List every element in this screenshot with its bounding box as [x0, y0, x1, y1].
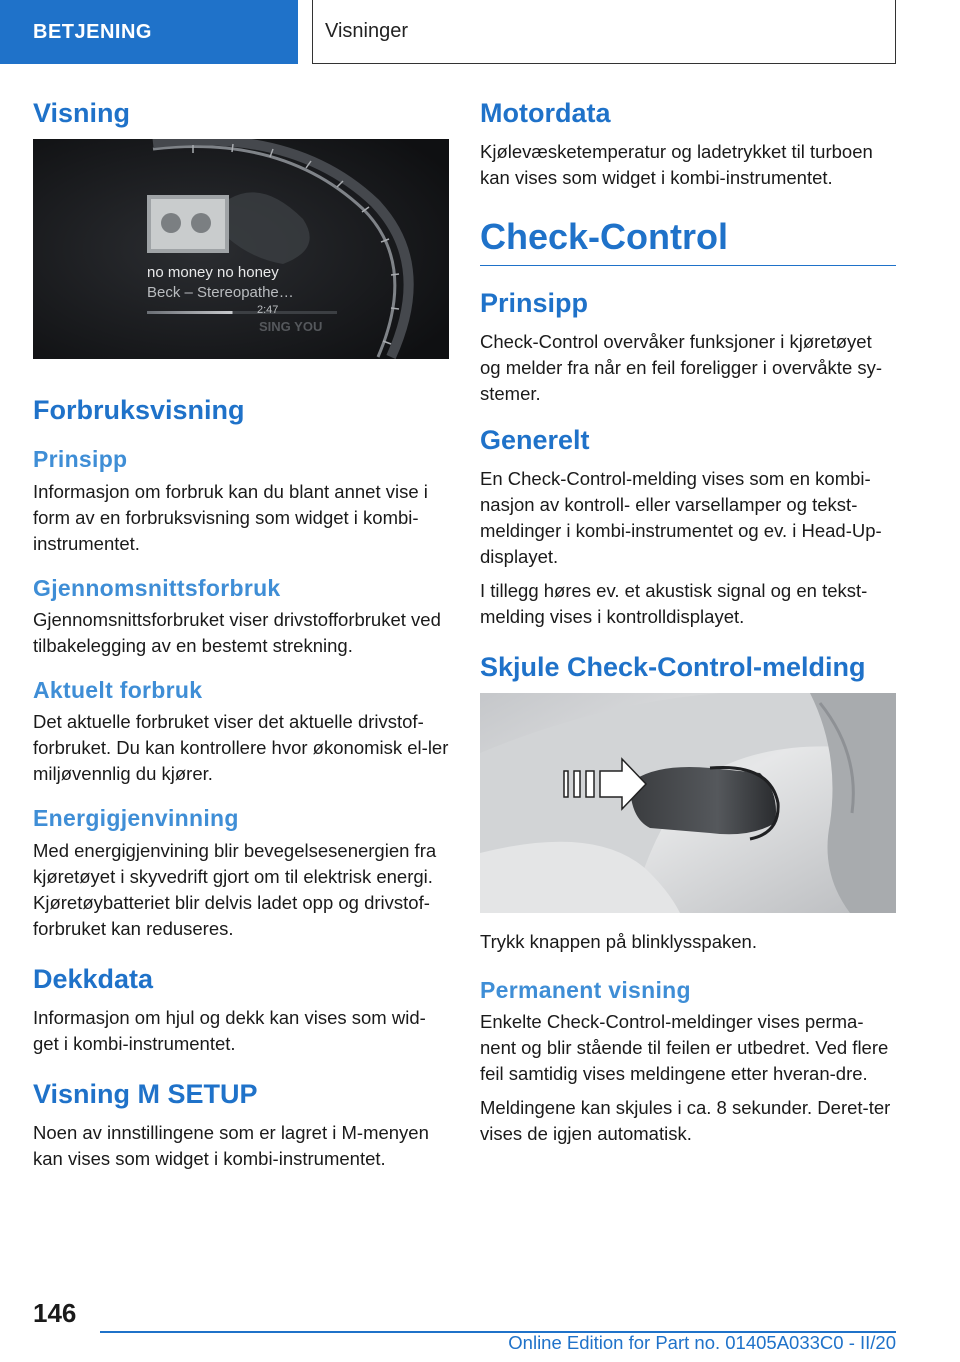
check-control-heading: Check-Control — [480, 217, 896, 266]
lever-image — [480, 693, 896, 913]
chapter-title: Visninger — [312, 0, 896, 64]
msetup-text: Noen av innstillingene som er lagret i M-menyen kan vises som widget i kombi-instrumentet. — [33, 1121, 429, 1169]
album-badge: SING YOU — [259, 319, 323, 335]
song-artist: Beck – Stereopathe… — [147, 284, 294, 302]
generelt-text-1: En Check-Control-melding vises som en kombi-nasjon av kontroll- eller varsellamper og tekst-meldinger i kombi-instrumentet og ev. i Head-Up-displayet. — [480, 467, 882, 567]
motordata-heading: Motordata — [480, 98, 611, 128]
skjule-heading: Skjule Check-Control-melding — [480, 651, 866, 682]
instrument-cluster-image — [33, 139, 449, 359]
energi-text: Med energigjenvining blir bevegelsesenergien fra kjøretøyet i skyvedrift gjort om til elektrisk energi. Kjøretøybatteriet blir delvis ladet opp og drivstof-forbruket kan reduseres. — [33, 839, 437, 939]
edition-link[interactable]: Online Edition for Part no. 01405A033C0 - II/20 — [508, 1332, 896, 1353]
visning-heading: Visning — [33, 98, 131, 128]
turn-signal-lever-illustration — [480, 693, 896, 913]
song-title: no money no honey — [147, 264, 279, 282]
permanent-text-2: Meldingene kan skjules i ca. 8 sekunder. Deret-ter vises de igjen automatisk. — [480, 1097, 891, 1145]
skjule-text: Trykk knappen på blinklysspaken. — [480, 930, 757, 952]
prinsipp-heading-left: Prinsipp — [33, 446, 128, 473]
generelt-text-2: I tillegg høres ev. et akustisk signal og en tekst-melding vises i kontrolldisplayet. — [480, 579, 868, 627]
song-progress-bar — [147, 311, 233, 314]
dekkdata-text: Informasjon om hjul og dekk kan vises som wid-get i kombi-instrumentet. — [33, 1006, 426, 1054]
generelt-heading: Generelt — [480, 424, 590, 455]
dashboard-illustration — [33, 139, 449, 359]
dekkdata-heading: Dekkdata — [33, 963, 154, 994]
permanent-text-1: Enkelte Check-Control-meldinger vises perma-nent og blir stående til feilen er utbedret. Ved flere feil samtidig vises meldingene etter hveran-dre. — [480, 1011, 889, 1085]
prinsipp-text-left: Informasjon om forbruk kan du blant annet vise i form av en forbruksvisning som widget i kombi-instrumentet. — [33, 480, 428, 554]
aktuelt-heading: Aktuelt forbruk — [33, 676, 203, 703]
prinsipp-text-right: Check-Control overvåker funksjoner i kjøretøyet og melder fra når en feil foreligger i overvåkte sy-stemer. — [480, 330, 883, 404]
gjennomsnitt-heading: Gjennomsnittsforbruk — [33, 574, 281, 601]
gjennomsnitt-text: Gjennomsnittsforbruket viser drivstofforbruket ved tilbakelegging av en bestemt strekning. — [33, 608, 441, 656]
left-column — [33, 98, 449, 1172]
forbruksvisning-heading: Forbruksvisning — [33, 395, 245, 426]
right-column — [480, 98, 896, 1147]
prinsipp-heading-right: Prinsipp — [480, 287, 589, 318]
aktuelt-text: Det aktuelle forbruket viser det aktuelle drivstof-forbruket. Du kan kontrollere hvor økonomisk el-ler miljøvennlig du kjører. — [33, 711, 449, 785]
motordata-text: Kjølevæsketemperatur og ladetrykket til turboen kan vises som widget i kombi-instrumentet. — [480, 141, 873, 189]
energi-heading: Energigjenvinning — [33, 805, 239, 832]
msetup-heading: Visning M SETUP — [33, 1078, 258, 1109]
permanent-heading: Permanent visning — [480, 976, 691, 1003]
section-tab: BETJENING — [0, 0, 298, 64]
song-time: 2:47 — [257, 304, 279, 317]
page-number: 146 — [33, 1298, 77, 1328]
